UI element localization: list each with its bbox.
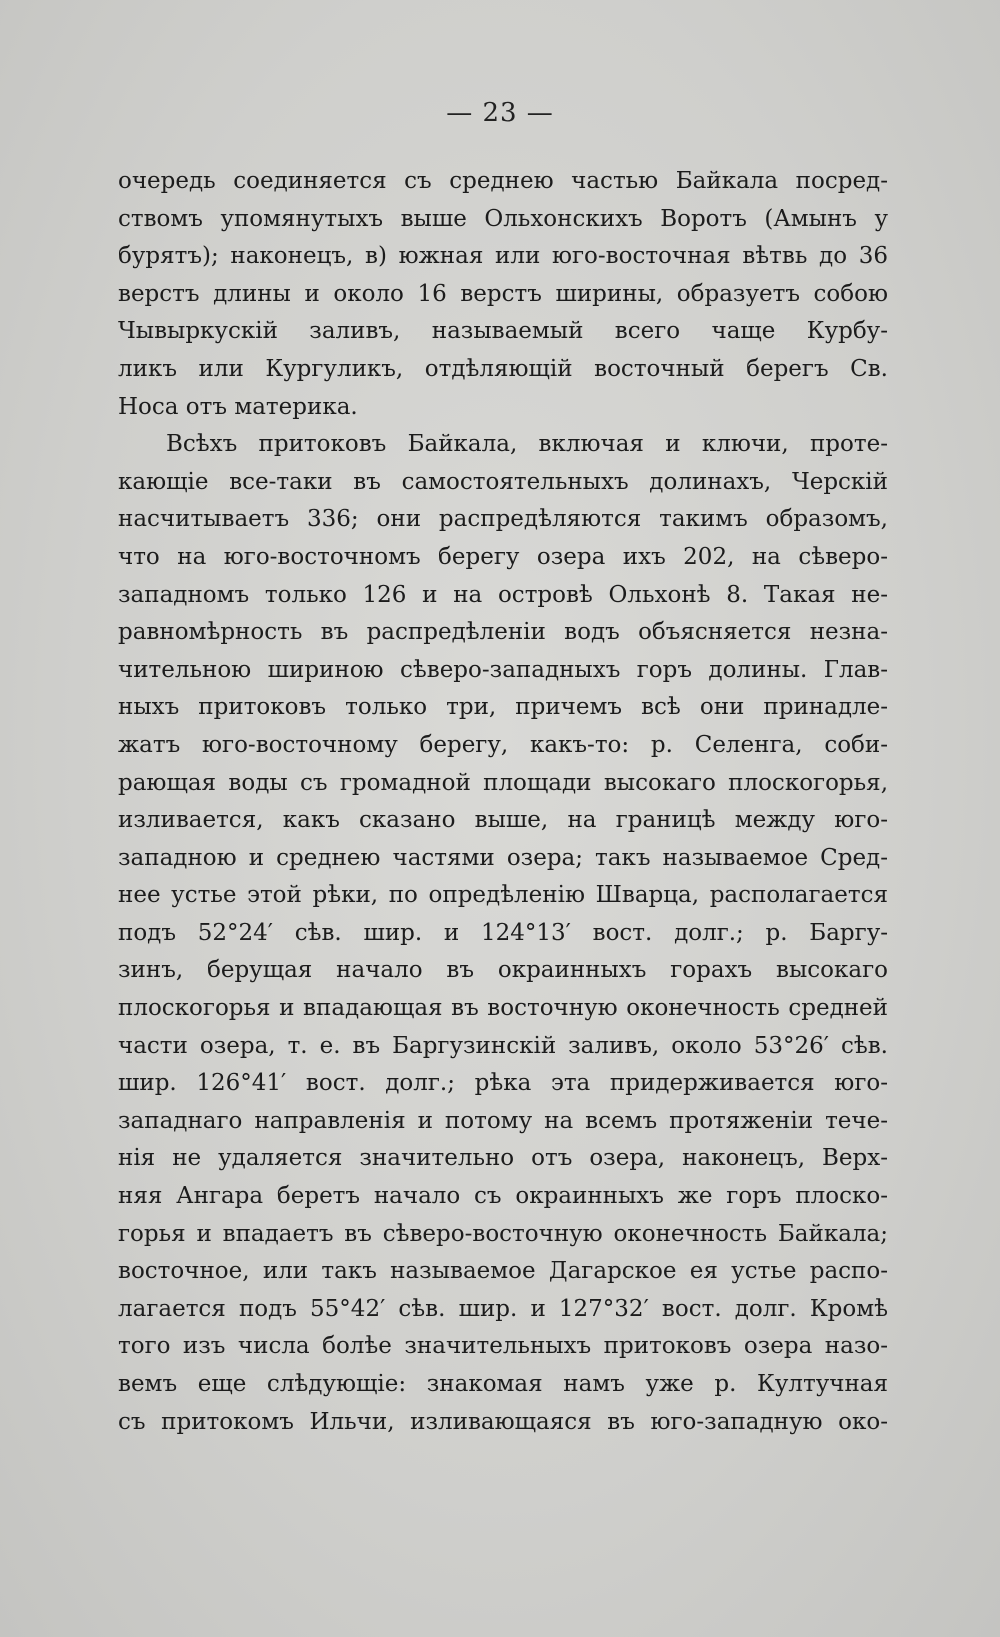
text-line: нія не удаляется значительно отъ озера, наконецъ, Верх- (118, 1145, 888, 1172)
page-number: — 23 — (446, 98, 554, 128)
text-line: насчитываетъ 336; они распредѣляются такимъ образомъ, (118, 506, 888, 533)
text-line: шир. 126°41′ вост. долг.; рѣка эта придерживается юго- (118, 1070, 888, 1097)
text-line: верстъ длины и около 16 верстъ ширины, образуетъ собою (118, 280, 888, 307)
text-line: кающіе все-таки въ самостоятельныхъ долинахъ, Черскій (118, 468, 888, 495)
text-line: Носа отъ материка. (118, 393, 358, 420)
text-line: чительною шириною сѣверо-западныхъ горъ долины. Глав- (118, 656, 888, 683)
text-line: западномъ только 126 и на островѣ Ольхонѣ 8. Такая не- (118, 581, 888, 608)
text-line: няя Ангара беретъ начало съ окраинныхъ же горъ плоско- (118, 1183, 888, 1210)
text-line: очередь соединяется съ среднею частью Байкала посред- (118, 168, 888, 194)
text-line: лагается подъ 55°42′ сѣв. шир. и 127°32′ вост. долг. Кромѣ (118, 1295, 888, 1322)
text-line: восточное, или такъ называемое Дагарское ея устье распо- (118, 1258, 888, 1285)
text-line: плоскогорья и впадающая въ восточную оконечность средней (118, 995, 888, 1022)
text-line: западнаго направленія и потому на всемъ протяженіи тече- (118, 1107, 888, 1134)
text-line: Чывыркускій заливъ, называемый всего чаще Курбу- (118, 318, 888, 345)
text-line: съ притокомъ Ильчи, изливающаяся въ юго-западную око- (118, 1408, 888, 1435)
text-line: горья и впадаетъ въ сѣверо-восточную оконечность Байкала; (118, 1220, 888, 1247)
text-line: равномѣрность въ распредѣленіи водъ объясняется незна- (118, 619, 888, 646)
text-line: вемъ еще слѣдующіе: знакомая намъ уже р. Култучная (118, 1371, 888, 1397)
text-line: ныхъ притоковъ только три, причемъ всѣ они принадле- (118, 694, 888, 721)
text-line: жатъ юго-восточному берегу, какъ-то: р. Селенга, соби- (118, 731, 888, 758)
text-line: ликъ или Кургуликъ, отдѣляющій восточный берегъ Св. (118, 355, 888, 382)
text-line: подъ 52°24′ сѣв. шир. и 124°13′ вост. долг.; р. Баргу- (118, 919, 888, 946)
text-line: зинъ, берущая начало въ окраинныхъ горахъ высокаго (118, 957, 888, 984)
body-text (118, 163, 888, 1441)
text-line: бурятъ); наконецъ, в) южная или юго-восточная вѣтвь до 36 (118, 243, 888, 270)
text-line: того изъ числа болѣе значительныхъ притоковъ озера назо- (118, 1333, 888, 1360)
text-line: части озера, т. е. въ Баргузинскій заливъ, около 53°26′ сѣв. (118, 1032, 888, 1059)
text-line: Всѣхъ притоковъ Байкала, включая и ключи, проте- (166, 431, 888, 458)
text-line: изливается, какъ сказано выше, на границѣ между юго- (118, 807, 888, 834)
text-line: ствомъ упомянутыхъ выше Ольхонскихъ Воротъ (Амынъ у (118, 205, 888, 232)
text-line: рающая воды съ громадной площади высокаго плоскогорья, (118, 769, 888, 796)
text-line: что на юго-восточномъ берегу озера ихъ 202, на сѣверо- (118, 543, 888, 570)
text-line: западною и среднею частями озера; такъ называемое Сред- (118, 844, 888, 871)
text-line: нее устье этой рѣки, по опредѣленію Шварца, располагается (118, 882, 888, 909)
